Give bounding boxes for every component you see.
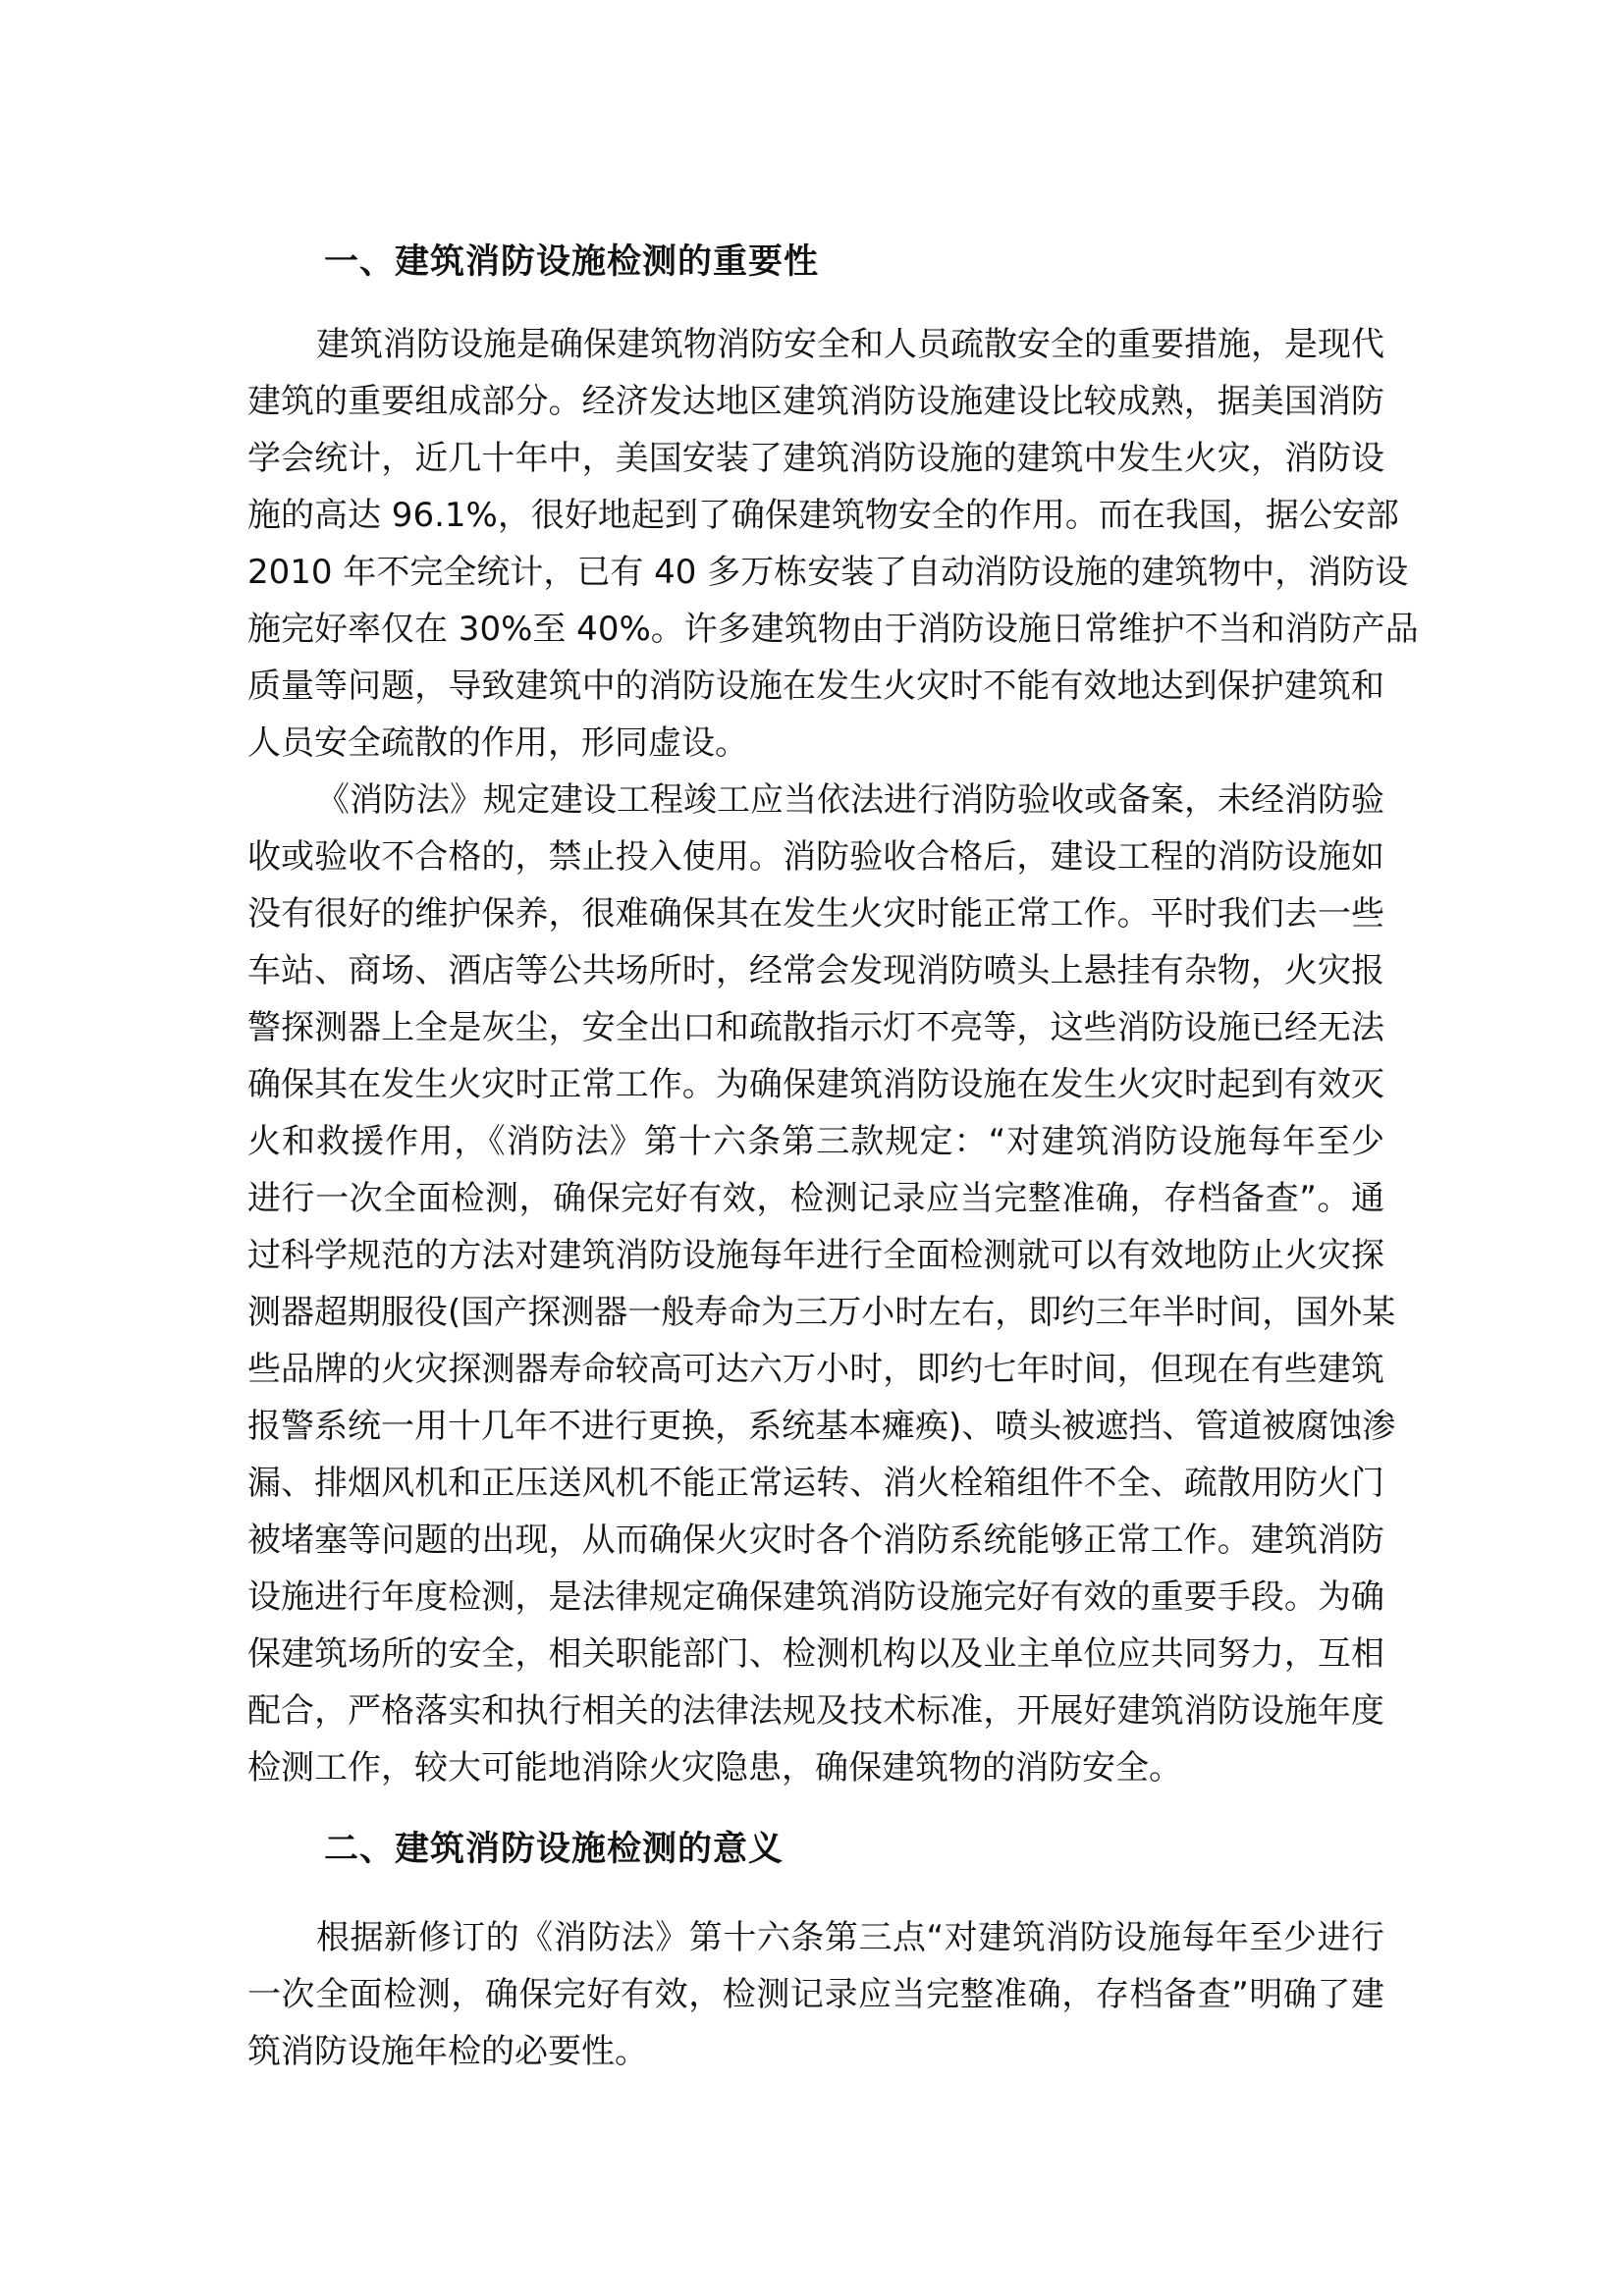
section-body-importance [247,316,1419,1796]
paragraph-line: 过科学规范的方法对建筑消防设施每年进行全面检测就可以有效地防止火灾探 [247,1236,1384,1275]
paragraph-line: 设施进行年度检测，是法律规定确保建筑消防设施完好有效的重要手段。为确 [247,1577,1384,1617]
paragraph-line: 施完好率仅在 30%至 40%。许多建筑物由于消防设施日常维护不当和消防产品 [247,610,1419,649]
paragraph-line: 漏、排烟风机和正压送风机不能正常运转、消火栓箱组件不全、疏散用防火门 [247,1464,1384,1503]
paragraph-line: 人员安全疏散的作用，形同虚设。 [247,723,748,763]
paragraph-line: 施的高达 96.1%，很好地起到了确保建筑物安全的作用。而在我国，据公安部 [247,496,1399,535]
paragraph-line: 质量等问题，导致建筑中的消防设施在发生火灾时不能有效地达到保护建筑和 [247,667,1384,706]
paragraph-line: 建筑消防设施是确保建筑物消防安全和人员疏散安全的重要措施，是现代 [316,325,1384,364]
paragraph-line: 根据新修订的《消防法》第十六条第三点“对建筑消防设施每年至少进行 [316,1918,1384,1957]
paragraph-line: 测器超期服役(国产探测器一般寿命为三万小时左右，即约三年半时间，国外某 [247,1293,1396,1332]
paragraph-line: 收或验收不合格的，禁止投入使用。消防验收合格后，建设工程的消防设施如 [247,837,1384,877]
paragraph-line: 建筑的重要组成部分。经济发达地区建筑消防设施建设比较成熟，据美国消防 [247,382,1384,421]
paragraph-line: 被堵塞等问题的出现，从而确保火灾时各个消防系统能够正常工作。建筑消防 [247,1521,1384,1560]
paragraph-line: 没有很好的维护保养，很难确保其在发生火灾时能正常工作。平时我们去一些 [247,894,1384,934]
paragraph-line: 配合，严格落实和执行相关的法律法规及技术标准，开展好建筑消防设施年度 [247,1691,1384,1731]
paragraph-line: 一次全面检测，确保完好有效，检测记录应当完整准确，存档备查”明确了建 [247,1975,1384,2014]
paragraph-line: 火和救援作用，《消防法》第十六条第三款规定：“对建筑消防设施每年至少 [247,1122,1384,1161]
section-heading-importance: 一、建筑消防设施检测的重要性 [324,242,820,282]
paragraph-line: 学会统计，近几十年中，美国安装了建筑消防设施的建筑中发生火灾，消防设 [247,439,1384,478]
section-body-significance [247,1909,1384,2080]
paragraph-line: 报警系统一用十几年不进行更换，系统基本瘫痪)、喷头被遮挡、管道被腐蚀渗 [247,1407,1396,1446]
section-heading-significance: 二、建筑消防设施检测的意义 [324,1830,785,1869]
paragraph-line: 筑消防设施年检的必要性。 [247,2032,648,2071]
paragraph-line: 车站、商场、酒店等公共场所时，经常会发现消防喷头上悬挂有杂物，火灾报 [247,951,1384,990]
paragraph-line: 警探测器上全是灰尘，安全出口和疏散指示灯不亮等，这些消防设施已经无法 [247,1008,1384,1047]
paragraph-line: 进行一次全面检测，确保完好有效，检测记录应当完整准确，存档备查”。通 [247,1179,1384,1218]
paragraph-line: 2010 年不完全统计，已有 40 多万栋安装了自动消防设施的建筑物中，消防设 [247,553,1409,592]
paragraph-line: 《消防法》规定建设工程竣工应当依法进行消防验收或备案，未经消防验 [316,780,1384,820]
paragraph-line: 检测工作，较大可能地消除火灾隐患，确保建筑物的消防安全。 [247,1748,1182,1788]
paragraph-line: 保建筑场所的安全，相关职能部门、检测机构以及业主单位应共同努力，互相 [247,1634,1384,1674]
paragraph-line: 些品牌的火灾探测器寿命较高可达六万小时，即约七年时间，但现在有些建筑 [247,1350,1384,1389]
paragraph-line: 确保其在发生火灾时正常工作。为确保建筑消防设施在发生火灾时起到有效灭 [247,1065,1384,1104]
